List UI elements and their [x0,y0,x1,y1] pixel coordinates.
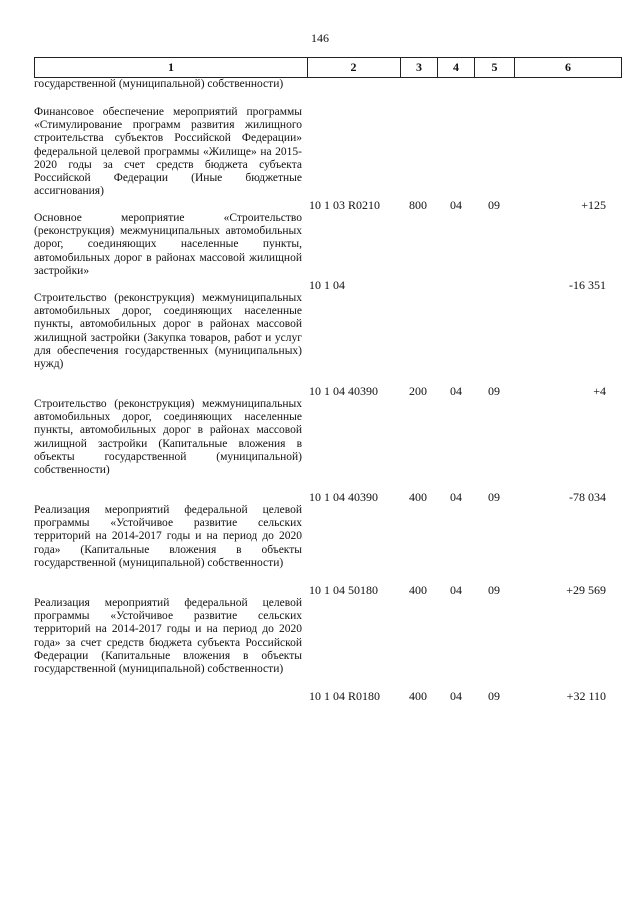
row-value: +125 [581,197,606,212]
row-code: 10 1 04 R0180 [309,688,381,703]
row-col-5: 09 [488,489,500,504]
header-col-6: 6 [515,58,622,77]
row-col-3: 200 [409,383,427,398]
row-value: +32 110 [566,688,606,703]
row-col-3: 400 [409,582,427,597]
header-col-1: 1 [34,58,308,77]
row-code: 10 1 04 40390 [309,489,378,504]
header-col-2: 2 [307,58,401,77]
row-value: -78 034 [569,489,606,504]
row-code: 10 1 04 50180 [309,582,378,597]
row-col-5: 09 [488,197,500,212]
row-code: 10 1 04 40390 [309,383,378,398]
row-value: -16 351 [569,277,606,292]
table-row [34,292,622,398]
row-value: +4 [593,383,606,398]
header-col-3: 3 [401,58,438,77]
table-row [34,212,622,292]
row-col-4: 04 [450,688,462,703]
row-value: +29 569 [566,582,606,597]
row-col-5: 09 [488,582,500,597]
page-number: 146 [311,31,329,45]
row-col-3: 400 [409,688,427,703]
row-col-4: 04 [450,197,462,212]
row-col-3: 400 [409,489,427,504]
row-description: Строительство (реконструкция) межмуниципальных автомобильных дорог, соединяющих населенные пункты, автомобильных дорог в районах массовой жилищной застройки (Закупка товаров, работ и услуг для обеспечения государственных (муниципальных) нужд) [34,292,302,371]
row-description: Финансовое обеспечение мероприятий программы «Стимулирование программ развития жилищного строительства субъектов Российской Федерации» федеральной целевой программы «Жилище» на 2015-2020 годы за счет средств бюджета субъекта Российской Федерации (Иные бюджетные ассигнования) [34,106,302,198]
table-row [34,504,622,597]
row-col-4: 04 [450,489,462,504]
row-code: 10 1 03 R0210 [309,197,381,212]
header-col-5: 5 [475,58,515,77]
row-col-3: 800 [409,197,427,212]
row-description: Основное мероприятие «Строительство (реконструкция) межмуниципальных автомобильных дорог, соединяющих населенные пункты, автомобильных дорог в районах массовой жилищной застройки» [34,212,302,277]
table-row [34,78,622,105]
table-row [34,597,622,703]
row-code: 10 1 04 [309,277,345,292]
table-row [34,106,622,212]
row-col-4: 04 [450,383,462,398]
row-col-5: 09 [488,688,500,703]
row-description: Реализация мероприятий федеральной целевой программы «Устойчивое развитие сельских территорий на 2014-2017 годы и на период до 2020 года» за счет средств бюджета субъекта Российской Федерации (Капитальные вложения в объекты государственной (муниципальной) собственности) [34,597,302,676]
row-col-5: 09 [488,383,500,398]
row-description: государственной (муниципальной) собственности) [34,78,284,90]
row-col-4: 04 [450,582,462,597]
header-col-4: 4 [438,58,475,77]
table-row [34,398,622,504]
table-header [34,57,622,78]
row-description: Реализация мероприятий федеральной целевой программы «Устойчивое развитие сельских территорий на 2014-2017 годы и на период до 2020 года» (Капитальные вложения в объекты государственной (муниципальной) собственности) [34,504,302,569]
row-description: Строительство (реконструкция) межмуниципальных автомобильных дорог, соединяющих населенные пункты, автомобильных дорог в районах массовой жилищной застройки (Капитальные вложения в объекты государственной (муниципальной) собственности) [34,398,302,477]
